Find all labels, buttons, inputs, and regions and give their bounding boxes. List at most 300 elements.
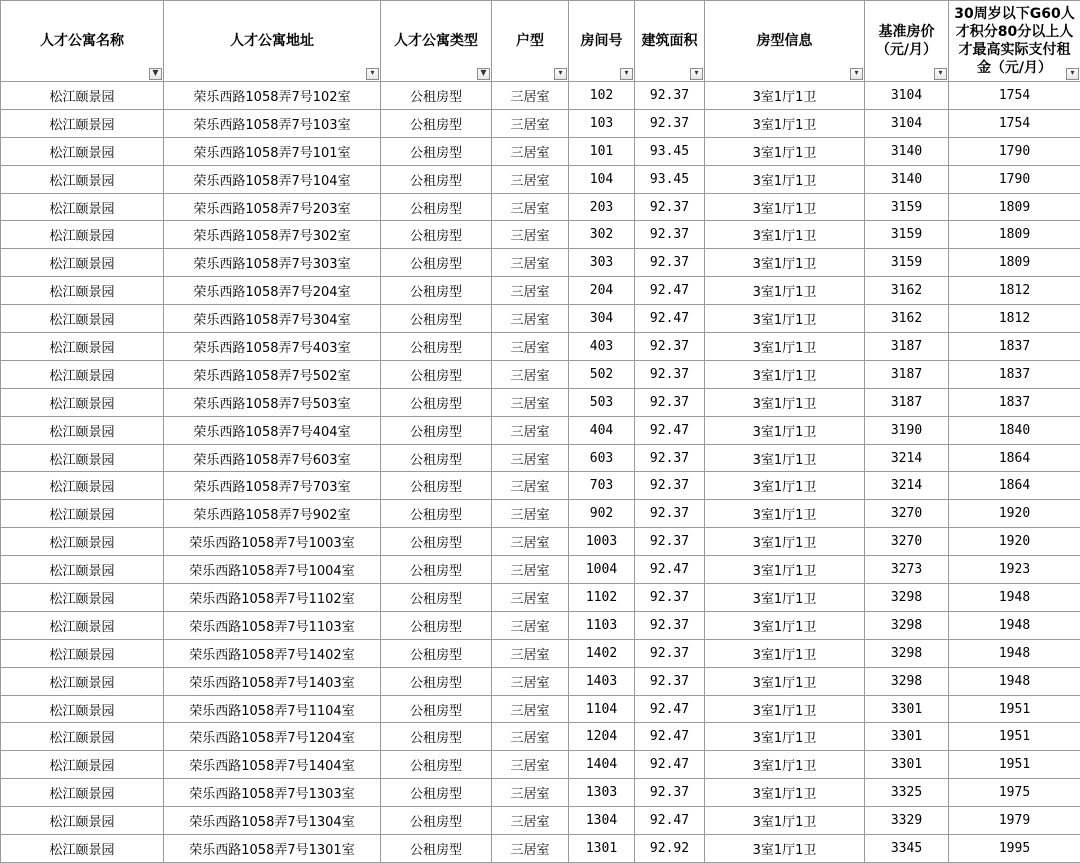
cell-layout[interactable]: 三居室	[492, 807, 569, 835]
cell-apartment-name[interactable]: 松江颐景园	[1, 500, 164, 528]
cell-apartment-type[interactable]: 公租房型	[381, 249, 492, 277]
cell-apartment-type[interactable]: 公租房型	[381, 611, 492, 639]
cell-apartment-type[interactable]: 公租房型	[381, 82, 492, 110]
header-floor-area	[635, 1, 705, 82]
cell-address[interactable]: 荣乐西路1058弄7号1301室	[164, 835, 381, 863]
cell-room-number[interactable]: 304	[569, 305, 635, 333]
cell-room-info[interactable]: 3室1厅1卫	[705, 695, 865, 723]
cell-max-actual-rent[interactable]: 1948	[949, 584, 1080, 612]
cell-room-number[interactable]: 1103	[569, 611, 635, 639]
cell-room-number[interactable]: 302	[569, 221, 635, 249]
cell-room-number[interactable]: 104	[569, 165, 635, 193]
cell-base-rent[interactable]: 3159	[865, 221, 949, 249]
cell-address[interactable]: 荣乐西路1058弄7号403室	[164, 333, 381, 361]
cell-room-info[interactable]: 3室1厅1卫	[705, 556, 865, 584]
cell-base-rent[interactable]: 3298	[865, 611, 949, 639]
header-layout	[492, 1, 569, 82]
cell-room-info[interactable]: 3室1厅1卫	[705, 416, 865, 444]
cell-apartment-type[interactable]: 公租房型	[381, 388, 492, 416]
cell-room-number[interactable]: 502	[569, 360, 635, 388]
cell-layout[interactable]: 三居室	[492, 444, 569, 472]
cell-apartment-type[interactable]: 公租房型	[381, 109, 492, 137]
cell-room-number[interactable]: 703	[569, 472, 635, 500]
cell-max-actual-rent[interactable]: 1840	[949, 416, 1080, 444]
cell-room-number[interactable]: 1304	[569, 807, 635, 835]
header-apartment-name	[1, 1, 164, 82]
cell-apartment-name[interactable]: 松江颐景园	[1, 807, 164, 835]
cell-apartment-type[interactable]: 公租房型	[381, 333, 492, 361]
cell-max-actual-rent[interactable]: 1837	[949, 333, 1080, 361]
cell-layout[interactable]: 三居室	[492, 695, 569, 723]
cell-base-rent[interactable]: 3140	[865, 165, 949, 193]
cell-room-number[interactable]: 103	[569, 109, 635, 137]
cell-apartment-type[interactable]: 公租房型	[381, 584, 492, 612]
table-row	[1, 444, 1080, 472]
cell-layout[interactable]: 三居室	[492, 639, 569, 667]
cell-apartment-name[interactable]: 松江颐景园	[1, 221, 164, 249]
cell-layout[interactable]: 三居室	[492, 193, 569, 221]
table-row	[1, 584, 1080, 612]
cell-max-actual-rent[interactable]: 1951	[949, 695, 1080, 723]
cell-room-number[interactable]: 101	[569, 137, 635, 165]
cell-max-actual-rent[interactable]: 1948	[949, 667, 1080, 695]
cell-apartment-name[interactable]: 松江颐景园	[1, 137, 164, 165]
cell-address[interactable]: 荣乐西路1058弄7号404室	[164, 416, 381, 444]
cell-layout[interactable]: 三居室	[492, 82, 569, 110]
cell-apartment-type[interactable]: 公租房型	[381, 305, 492, 333]
cell-apartment-name[interactable]: 松江颐景园	[1, 667, 164, 695]
table-row	[1, 528, 1080, 556]
cell-max-actual-rent[interactable]: 1920	[949, 528, 1080, 556]
cell-base-rent[interactable]: 3270	[865, 528, 949, 556]
cell-apartment-type[interactable]: 公租房型	[381, 667, 492, 695]
cell-room-number[interactable]: 1204	[569, 723, 635, 751]
header-label: 户型	[492, 32, 568, 50]
cell-base-rent[interactable]: 3162	[865, 277, 949, 305]
cell-floor-area[interactable]: 92.37	[635, 109, 705, 137]
cell-base-rent[interactable]: 3140	[865, 137, 949, 165]
cell-address[interactable]: 荣乐西路1058弄7号204室	[164, 277, 381, 305]
cell-base-rent[interactable]: 3301	[865, 723, 949, 751]
cell-room-info[interactable]: 3室1厅1卫	[705, 109, 865, 137]
cell-floor-area[interactable]: 93.45	[635, 137, 705, 165]
cell-max-actual-rent[interactable]: 1920	[949, 500, 1080, 528]
cell-apartment-name[interactable]: 松江颐景园	[1, 835, 164, 863]
table-row	[1, 416, 1080, 444]
table-row	[1, 249, 1080, 277]
cell-room-info[interactable]: 3室1厅1卫	[705, 82, 865, 110]
cell-floor-area[interactable]: 92.37	[635, 221, 705, 249]
cell-apartment-type[interactable]: 公租房型	[381, 444, 492, 472]
cell-apartment-type[interactable]: 公租房型	[381, 165, 492, 193]
cell-base-rent[interactable]: 3159	[865, 193, 949, 221]
cell-room-info[interactable]: 3室1厅1卫	[705, 165, 865, 193]
cell-max-actual-rent[interactable]: 1812	[949, 277, 1080, 305]
cell-layout[interactable]: 三居室	[492, 500, 569, 528]
cell-floor-area[interactable]: 92.37	[635, 82, 705, 110]
cell-address[interactable]: 荣乐西路1058弄7号1404室	[164, 751, 381, 779]
header-label: 人才公寓类型	[381, 32, 491, 50]
cell-apartment-type[interactable]: 公租房型	[381, 193, 492, 221]
cell-apartment-name[interactable]: 松江颐景园	[1, 472, 164, 500]
cell-floor-area[interactable]: 92.37	[635, 444, 705, 472]
header-apartment-type	[381, 1, 492, 82]
filter-funnel-icon[interactable]: ▼	[149, 68, 162, 80]
cell-address[interactable]: 荣乐西路1058弄7号1102室	[164, 584, 381, 612]
table-row	[1, 611, 1080, 639]
cell-room-info[interactable]: 3室1厅1卫	[705, 305, 865, 333]
cell-max-actual-rent[interactable]: 1864	[949, 472, 1080, 500]
cell-apartment-name[interactable]: 松江颐景园	[1, 360, 164, 388]
cell-apartment-name[interactable]: 松江颐景园	[1, 165, 164, 193]
cell-max-actual-rent[interactable]: 1812	[949, 305, 1080, 333]
cell-apartment-type[interactable]: 公租房型	[381, 221, 492, 249]
cell-max-actual-rent[interactable]: 1948	[949, 611, 1080, 639]
cell-layout[interactable]: 三居室	[492, 528, 569, 556]
cell-layout[interactable]: 三居室	[492, 472, 569, 500]
cell-apartment-name[interactable]: 松江颐景园	[1, 249, 164, 277]
cell-address[interactable]: 荣乐西路1058弄7号1402室	[164, 639, 381, 667]
cell-base-rent[interactable]: 3187	[865, 388, 949, 416]
cell-layout[interactable]: 三居室	[492, 109, 569, 137]
cell-room-info[interactable]: 3室1厅1卫	[705, 137, 865, 165]
filter-dropdown-arrow-icon[interactable]: ▾	[554, 68, 567, 80]
cell-room-info[interactable]: 3室1厅1卫	[705, 193, 865, 221]
cell-apartment-type[interactable]: 公租房型	[381, 835, 492, 863]
cell-layout[interactable]: 三居室	[492, 221, 569, 249]
cell-floor-area[interactable]: 92.37	[635, 667, 705, 695]
header-room-number	[569, 1, 635, 82]
cell-layout[interactable]: 三居室	[492, 388, 569, 416]
filter-dropdown-arrow-icon[interactable]: ▾	[620, 68, 633, 80]
cell-apartment-type[interactable]: 公租房型	[381, 695, 492, 723]
header-max-actual-rent	[949, 1, 1080, 82]
cell-base-rent[interactable]: 3301	[865, 695, 949, 723]
header-room-info	[705, 1, 865, 82]
cell-apartment-name[interactable]: 松江颐景园	[1, 779, 164, 807]
cell-floor-area[interactable]: 92.37	[635, 584, 705, 612]
cell-layout[interactable]: 三居室	[492, 556, 569, 584]
cell-max-actual-rent[interactable]: 1975	[949, 779, 1080, 807]
cell-apartment-name[interactable]: 松江颐景园	[1, 277, 164, 305]
table-row	[1, 639, 1080, 667]
filter-dropdown-arrow-icon[interactable]: ▾	[1066, 68, 1079, 80]
filter-funnel-icon[interactable]: ▼	[477, 68, 490, 80]
cell-room-info[interactable]: 3室1厅1卫	[705, 611, 865, 639]
cell-apartment-name[interactable]: 松江颐景园	[1, 723, 164, 751]
cell-base-rent[interactable]: 3325	[865, 779, 949, 807]
table-row	[1, 779, 1080, 807]
cell-address[interactable]: 荣乐西路1058弄7号302室	[164, 221, 381, 249]
cell-layout[interactable]: 三居室	[492, 779, 569, 807]
cell-max-actual-rent[interactable]: 1951	[949, 723, 1080, 751]
cell-apartment-name[interactable]: 松江颐景园	[1, 528, 164, 556]
cell-room-info[interactable]: 3室1厅1卫	[705, 388, 865, 416]
cell-layout[interactable]: 三居室	[492, 835, 569, 863]
table-row	[1, 807, 1080, 835]
cell-apartment-type[interactable]: 公租房型	[381, 416, 492, 444]
cell-base-rent[interactable]: 3190	[865, 416, 949, 444]
table-row	[1, 723, 1080, 751]
cell-room-number[interactable]: 102	[569, 82, 635, 110]
cell-apartment-name[interactable]: 松江颐景园	[1, 416, 164, 444]
table-header	[1, 1, 1080, 82]
cell-address[interactable]: 荣乐西路1058弄7号303室	[164, 249, 381, 277]
cell-address[interactable]: 荣乐西路1058弄7号902室	[164, 500, 381, 528]
cell-max-actual-rent[interactable]: 1754	[949, 109, 1080, 137]
cell-room-info[interactable]: 3室1厅1卫	[705, 333, 865, 361]
cell-room-number[interactable]: 204	[569, 277, 635, 305]
cell-base-rent[interactable]: 3162	[865, 305, 949, 333]
cell-max-actual-rent[interactable]: 1864	[949, 444, 1080, 472]
table-row	[1, 305, 1080, 333]
cell-base-rent[interactable]: 3159	[865, 249, 949, 277]
cell-apartment-name[interactable]: 松江颐景园	[1, 639, 164, 667]
cell-base-rent[interactable]: 3104	[865, 82, 949, 110]
header-label: 人才公寓名称	[1, 32, 163, 50]
cell-address[interactable]: 荣乐西路1058弄7号102室	[164, 82, 381, 110]
cell-floor-area[interactable]: 92.37	[635, 249, 705, 277]
cell-room-number[interactable]: 1404	[569, 751, 635, 779]
cell-floor-area[interactable]: 92.47	[635, 277, 705, 305]
cell-room-number[interactable]: 1102	[569, 584, 635, 612]
cell-layout[interactable]: 三居室	[492, 165, 569, 193]
cell-room-info[interactable]: 3室1厅1卫	[705, 835, 865, 863]
cell-room-info[interactable]: 3室1厅1卫	[705, 723, 865, 751]
cell-apartment-type[interactable]: 公租房型	[381, 556, 492, 584]
cell-layout[interactable]: 三居室	[492, 584, 569, 612]
cell-max-actual-rent[interactable]: 1809	[949, 221, 1080, 249]
cell-room-number[interactable]: 902	[569, 500, 635, 528]
cell-address[interactable]: 荣乐西路1058弄7号101室	[164, 137, 381, 165]
cell-address[interactable]: 荣乐西路1058弄7号103室	[164, 109, 381, 137]
cell-address[interactable]: 荣乐西路1058弄7号603室	[164, 444, 381, 472]
cell-room-number[interactable]: 404	[569, 416, 635, 444]
cell-room-info[interactable]: 3室1厅1卫	[705, 528, 865, 556]
cell-room-number[interactable]: 503	[569, 388, 635, 416]
cell-apartment-type[interactable]: 公租房型	[381, 472, 492, 500]
cell-base-rent[interactable]: 3301	[865, 751, 949, 779]
cell-apartment-type[interactable]: 公租房型	[381, 277, 492, 305]
cell-floor-area[interactable]: 92.92	[635, 835, 705, 863]
cell-room-number[interactable]: 1403	[569, 667, 635, 695]
cell-layout[interactable]: 三居室	[492, 277, 569, 305]
table-row	[1, 165, 1080, 193]
table-row	[1, 360, 1080, 388]
filter-dropdown-arrow-icon[interactable]: ▾	[850, 68, 863, 80]
cell-room-number[interactable]: 1104	[569, 695, 635, 723]
header-label: 建筑面积	[635, 32, 704, 50]
cell-address[interactable]: 荣乐西路1058弄7号703室	[164, 472, 381, 500]
cell-address[interactable]: 荣乐西路1058弄7号503室	[164, 388, 381, 416]
cell-floor-area[interactable]: 92.47	[635, 723, 705, 751]
cell-room-info[interactable]: 3室1厅1卫	[705, 277, 865, 305]
cell-floor-area[interactable]: 92.37	[635, 388, 705, 416]
cell-apartment-name[interactable]: 松江颐景园	[1, 751, 164, 779]
cell-floor-area[interactable]: 92.37	[635, 779, 705, 807]
cell-apartment-name[interactable]: 松江颐景园	[1, 695, 164, 723]
cell-apartment-type[interactable]: 公租房型	[381, 807, 492, 835]
filter-dropdown-arrow-icon[interactable]: ▾	[690, 68, 703, 80]
table-row	[1, 500, 1080, 528]
cell-apartment-type[interactable]: 公租房型	[381, 137, 492, 165]
cell-floor-area[interactable]: 92.37	[635, 360, 705, 388]
cell-room-number[interactable]: 1303	[569, 779, 635, 807]
cell-room-info[interactable]: 3室1厅1卫	[705, 500, 865, 528]
cell-room-number[interactable]: 1003	[569, 528, 635, 556]
cell-layout[interactable]: 三居室	[492, 333, 569, 361]
cell-max-actual-rent[interactable]: 1948	[949, 639, 1080, 667]
filter-dropdown-arrow-icon[interactable]: ▾	[366, 68, 379, 80]
cell-apartment-name[interactable]: 松江颐景园	[1, 611, 164, 639]
cell-room-number[interactable]: 303	[569, 249, 635, 277]
cell-layout[interactable]: 三居室	[492, 137, 569, 165]
cell-room-info[interactable]: 3室1厅1卫	[705, 639, 865, 667]
cell-layout[interactable]: 三居室	[492, 305, 569, 333]
cell-max-actual-rent[interactable]: 1979	[949, 807, 1080, 835]
cell-apartment-name[interactable]: 松江颐景园	[1, 584, 164, 612]
table-row	[1, 109, 1080, 137]
table-row	[1, 472, 1080, 500]
cell-apartment-type[interactable]: 公租房型	[381, 360, 492, 388]
cell-base-rent[interactable]: 3273	[865, 556, 949, 584]
cell-max-actual-rent[interactable]: 1754	[949, 82, 1080, 110]
cell-floor-area[interactable]: 92.47	[635, 305, 705, 333]
cell-max-actual-rent[interactable]: 1923	[949, 556, 1080, 584]
header-apartment-address	[164, 1, 381, 82]
cell-floor-area[interactable]: 92.47	[635, 416, 705, 444]
table-row	[1, 667, 1080, 695]
table-row	[1, 388, 1080, 416]
cell-layout[interactable]: 三居室	[492, 360, 569, 388]
cell-layout[interactable]: 三居室	[492, 611, 569, 639]
cell-room-info[interactable]: 3室1厅1卫	[705, 667, 865, 695]
table-row	[1, 695, 1080, 723]
cell-apartment-name[interactable]: 松江颐景园	[1, 556, 164, 584]
cell-room-info[interactable]: 3室1厅1卫	[705, 779, 865, 807]
cell-max-actual-rent[interactable]: 1809	[949, 193, 1080, 221]
cell-layout[interactable]: 三居室	[492, 249, 569, 277]
cell-address[interactable]: 荣乐西路1058弄7号502室	[164, 360, 381, 388]
filter-dropdown-arrow-icon[interactable]: ▾	[934, 68, 947, 80]
cell-address[interactable]: 荣乐西路1058弄7号1103室	[164, 611, 381, 639]
cell-room-number[interactable]: 403	[569, 333, 635, 361]
cell-layout[interactable]: 三居室	[492, 751, 569, 779]
cell-address[interactable]: 荣乐西路1058弄7号304室	[164, 305, 381, 333]
cell-max-actual-rent[interactable]: 1837	[949, 388, 1080, 416]
cell-apartment-name[interactable]: 松江颐景园	[1, 109, 164, 137]
cell-floor-area[interactable]: 92.37	[635, 500, 705, 528]
cell-address[interactable]: 荣乐西路1058弄7号203室	[164, 193, 381, 221]
cell-max-actual-rent[interactable]: 1790	[949, 165, 1080, 193]
cell-room-number[interactable]: 203	[569, 193, 635, 221]
header-base-rent	[865, 1, 949, 82]
cell-floor-area[interactable]: 92.37	[635, 611, 705, 639]
cell-floor-area[interactable]: 92.37	[635, 472, 705, 500]
cell-floor-area[interactable]: 92.37	[635, 193, 705, 221]
cell-address[interactable]: 荣乐西路1058弄7号1104室	[164, 695, 381, 723]
cell-base-rent[interactable]: 3214	[865, 444, 949, 472]
cell-base-rent[interactable]: 3214	[865, 472, 949, 500]
cell-room-number[interactable]: 1301	[569, 835, 635, 863]
cell-apartment-type[interactable]: 公租房型	[381, 751, 492, 779]
cell-apartment-type[interactable]: 公租房型	[381, 500, 492, 528]
cell-room-info[interactable]: 3室1厅1卫	[705, 360, 865, 388]
cell-floor-area[interactable]: 92.47	[635, 556, 705, 584]
cell-apartment-name[interactable]: 松江颐景园	[1, 305, 164, 333]
cell-address[interactable]: 荣乐西路1058弄7号1204室	[164, 723, 381, 751]
header-label: 基准房价（元/月）	[865, 23, 948, 59]
table-row	[1, 193, 1080, 221]
cell-address[interactable]: 荣乐西路1058弄7号104室	[164, 165, 381, 193]
cell-base-rent[interactable]: 3104	[865, 109, 949, 137]
cell-apartment-name[interactable]: 松江颐景园	[1, 388, 164, 416]
cell-address[interactable]: 荣乐西路1058弄7号1003室	[164, 528, 381, 556]
cell-apartment-name[interactable]: 松江颐景园	[1, 444, 164, 472]
cell-apartment-name[interactable]: 松江颐景园	[1, 82, 164, 110]
table-row	[1, 277, 1080, 305]
cell-apartment-type[interactable]: 公租房型	[381, 779, 492, 807]
cell-base-rent[interactable]: 3298	[865, 584, 949, 612]
cell-apartment-type[interactable]: 公租房型	[381, 639, 492, 667]
cell-room-info[interactable]: 3室1厅1卫	[705, 807, 865, 835]
cell-base-rent[interactable]: 3187	[865, 360, 949, 388]
cell-room-info[interactable]: 3室1厅1卫	[705, 249, 865, 277]
header-label: 30周岁以下G60人才积分80分以上人才最高实际支付租金（元/月）	[949, 5, 1080, 77]
cell-max-actual-rent[interactable]: 1995	[949, 835, 1080, 863]
cell-base-rent[interactable]: 3329	[865, 807, 949, 835]
cell-base-rent[interactable]: 3298	[865, 639, 949, 667]
cell-layout[interactable]: 三居室	[492, 667, 569, 695]
cell-base-rent[interactable]: 3298	[865, 667, 949, 695]
cell-floor-area[interactable]: 92.47	[635, 695, 705, 723]
cell-floor-area[interactable]: 92.47	[635, 807, 705, 835]
cell-floor-area[interactable]: 93.45	[635, 165, 705, 193]
cell-layout[interactable]: 三居室	[492, 416, 569, 444]
cell-base-rent[interactable]: 3345	[865, 835, 949, 863]
cell-room-number[interactable]: 603	[569, 444, 635, 472]
cell-floor-area[interactable]: 92.37	[635, 333, 705, 361]
cell-room-info[interactable]: 3室1厅1卫	[705, 751, 865, 779]
cell-floor-area[interactable]: 92.47	[635, 751, 705, 779]
cell-apartment-name[interactable]: 松江颐景园	[1, 333, 164, 361]
cell-address[interactable]: 荣乐西路1058弄7号1304室	[164, 807, 381, 835]
cell-layout[interactable]: 三居室	[492, 723, 569, 751]
cell-apartment-type[interactable]: 公租房型	[381, 528, 492, 556]
cell-max-actual-rent[interactable]: 1837	[949, 360, 1080, 388]
cell-floor-area[interactable]: 92.37	[635, 528, 705, 556]
cell-apartment-name[interactable]: 松江颐景园	[1, 193, 164, 221]
table-row	[1, 751, 1080, 779]
cell-address[interactable]: 荣乐西路1058弄7号1403室	[164, 667, 381, 695]
cell-room-info[interactable]: 3室1厅1卫	[705, 221, 865, 249]
cell-room-number[interactable]: 1004	[569, 556, 635, 584]
cell-address[interactable]: 荣乐西路1058弄7号1004室	[164, 556, 381, 584]
cell-base-rent[interactable]: 3270	[865, 500, 949, 528]
cell-max-actual-rent[interactable]: 1809	[949, 249, 1080, 277]
table-row	[1, 556, 1080, 584]
cell-room-info[interactable]: 3室1厅1卫	[705, 444, 865, 472]
cell-room-number[interactable]: 1402	[569, 639, 635, 667]
cell-base-rent[interactable]: 3187	[865, 333, 949, 361]
cell-address[interactable]: 荣乐西路1058弄7号1303室	[164, 779, 381, 807]
cell-apartment-type[interactable]: 公租房型	[381, 723, 492, 751]
cell-max-actual-rent[interactable]: 1951	[949, 751, 1080, 779]
cell-room-info[interactable]: 3室1厅1卫	[705, 472, 865, 500]
cell-max-actual-rent[interactable]: 1790	[949, 137, 1080, 165]
cell-floor-area[interactable]: 92.37	[635, 639, 705, 667]
cell-room-info[interactable]: 3室1厅1卫	[705, 584, 865, 612]
